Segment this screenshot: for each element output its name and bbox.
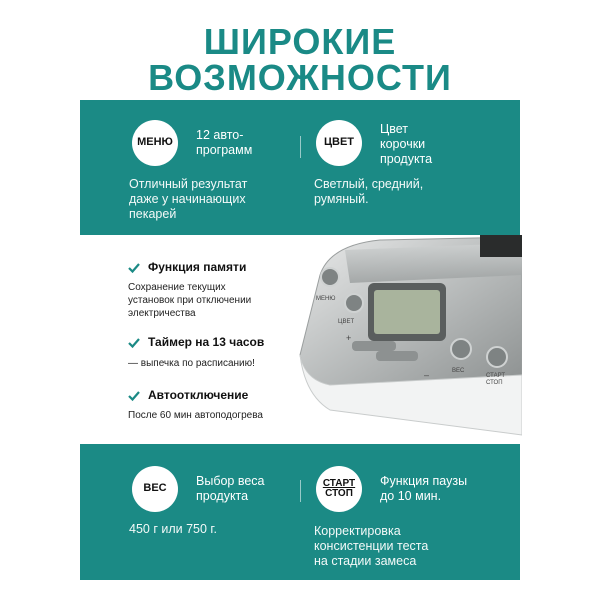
pause-title: Функция паузы до 10 мин. xyxy=(380,474,468,503)
check-icon xyxy=(128,337,140,349)
appliance-label-minus: – xyxy=(424,370,430,380)
weight-desc: 450 г или 750 г. xyxy=(129,522,217,536)
color-desc: Светлый, средний, румяный. xyxy=(314,177,424,206)
color-title: Цвет корочки продукта xyxy=(380,122,433,166)
check-icon xyxy=(128,262,140,274)
top-feature-panel xyxy=(80,100,520,235)
bottom-feature-panel xyxy=(80,444,520,580)
start-stop-badge xyxy=(316,466,362,512)
check-icon xyxy=(128,390,140,402)
appliance-label-plus: + xyxy=(346,333,352,343)
page-title-line1: ШИРОКИЕ xyxy=(203,21,397,62)
menu-desc: Отличный результат даже у начинающих пекарей xyxy=(129,177,248,221)
feature-autooff-title: Автоотключение xyxy=(148,388,249,402)
bottom-divider xyxy=(300,480,301,502)
feature-timer-title: Таймер на 13 часов xyxy=(148,335,265,349)
top-divider xyxy=(300,136,301,158)
weight-title: Выбор веса продукта xyxy=(196,474,265,503)
appliance-label-color: ЦВЕТ xyxy=(338,319,355,325)
menu-badge: МЕНЮ xyxy=(132,120,178,166)
feature-memory-desc: Сохранение текущих установок при отключении электричества xyxy=(128,282,252,319)
color-badge: ЦВЕТ xyxy=(316,120,362,166)
menu-title: 12 авто- программ xyxy=(196,128,253,157)
pause-desc: Корректировка консистенции теста на стадии замеса xyxy=(314,524,429,568)
appliance-label-weight: ВЕС xyxy=(452,368,465,374)
feature-memory-title: Функция памяти xyxy=(148,260,247,274)
appliance-label-menu: МЕНЮ xyxy=(316,296,336,302)
feature-autooff-desc: После 60 мин автоподогрева xyxy=(128,410,263,421)
stop-label: СТОП xyxy=(325,488,353,499)
weight-badge: ВЕС xyxy=(132,466,178,512)
bread-maker-image xyxy=(290,235,522,445)
feature-timer-desc: — выпечка по расписанию! xyxy=(128,358,255,369)
appliance-label-stop: СТОП xyxy=(486,380,503,386)
page-title-line2: ВОЗМОЖНОСТИ xyxy=(148,57,452,98)
appliance-label-start: СТАРТ xyxy=(486,373,505,379)
start-label: СТАРТ xyxy=(322,477,356,489)
